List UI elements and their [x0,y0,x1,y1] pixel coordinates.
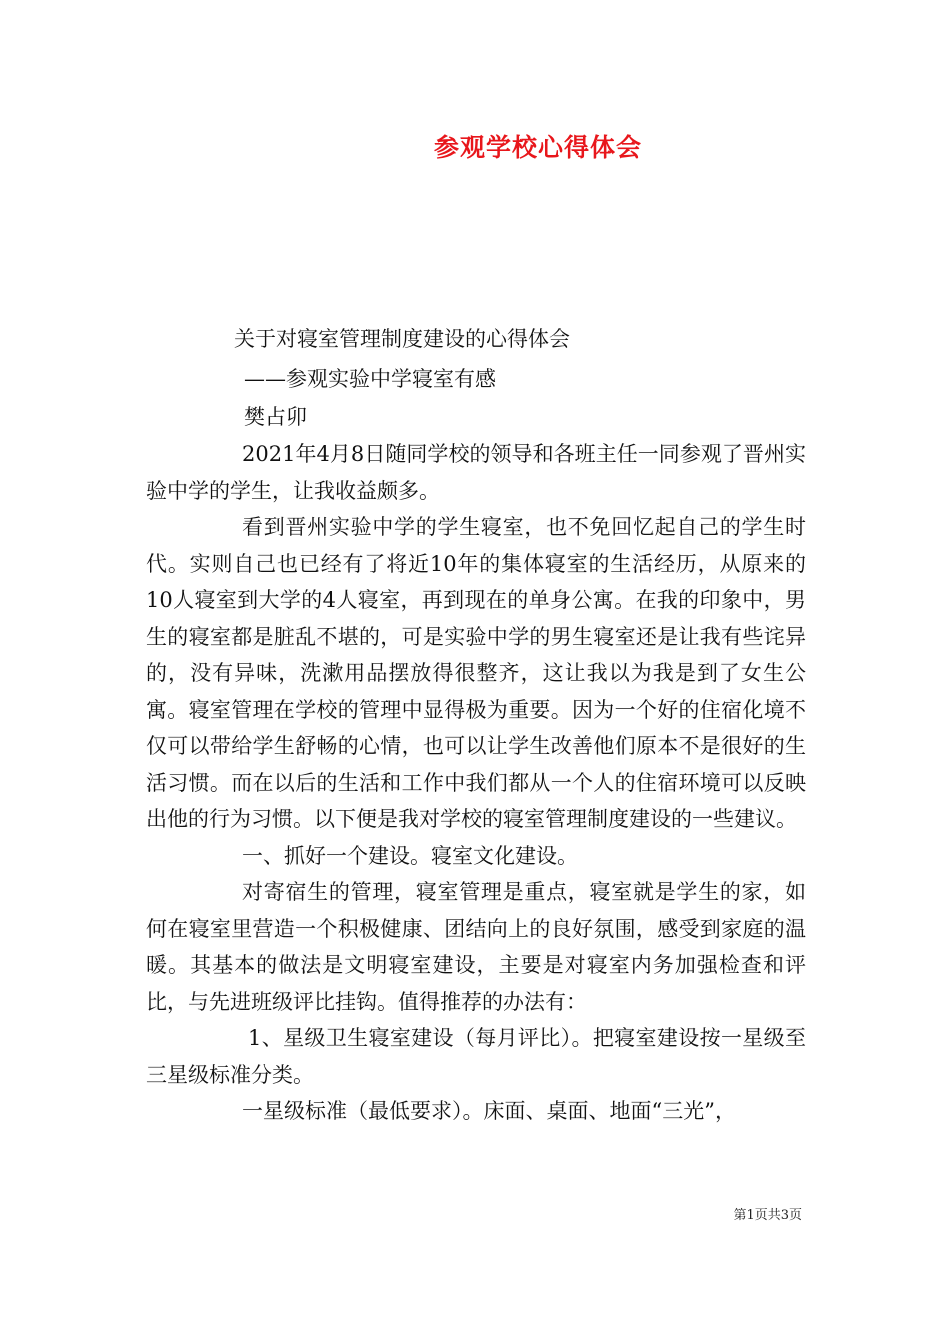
subtitle: 关于对寝室管理制度建设的心得体会 [234,327,570,351]
paragraph: 对寄宿生的管理，寝室管理是重点，寝室就是学生的家，如何在寝室里营造一个积极健康、团结向上的良好氛围，感受到家庭的温暖。其基本的做法是文明寝室建设，主要是对寝室内务加强检查和评比，与先进班级评比挂钩。值得推荐的办法有： [146,880,806,1014]
section-heading: 一、抓好一个建设。寝室文化建设。 [242,843,578,868]
paragraph: 看到晋州实验中学的学生寝室，也不免回忆起自己的学生时代。实则自己也已经有了将近10年的集体寝室的生活经历，从原来的10人寝室到大学的4人寝室，再到现在的单身公寓。在我的印象中，男生的寝室都是脏乱不堪的，可是实验中学的男生寝室还是让我有些诧异的，没有异味，洗漱用品摆放得很整齐，这让我以为我是到了女生公寓。寝室管理在学校的管理中显得极为重要。因为一个好的住宿化境不仅可以带给学生舒畅的心情，也可以让学生改善他们原本不是很好的生活习惯。而在以后的生活和工作中我们都从一个人的住宿环境可以反映出他的行为习惯。以下便是我对学校的寝室管理制度建设的一些建议。 [146,515,806,831]
paragraph: 一星级标准（最低要求）。床面、桌面、地面“三光”， [242,1099,736,1123]
list-item: 1、星级卫生寝室建设（每月评比）。把寝室建设按一星级至三星级标准分类。 [146,1026,806,1087]
dash-subtitle: ——参观实验中学寝室有感 [244,367,496,391]
document-body [146,436,806,1130]
author-name: 樊占卯 [244,405,307,429]
document-title: 参观学校心得体会 [433,133,642,162]
paragraph: 2021年4月8日随同学校的领导和各班主任一同参观了晋州实验中学的学生，让我收益颇多。 [146,442,806,503]
page-number: 第1页共3页 [733,1208,802,1223]
